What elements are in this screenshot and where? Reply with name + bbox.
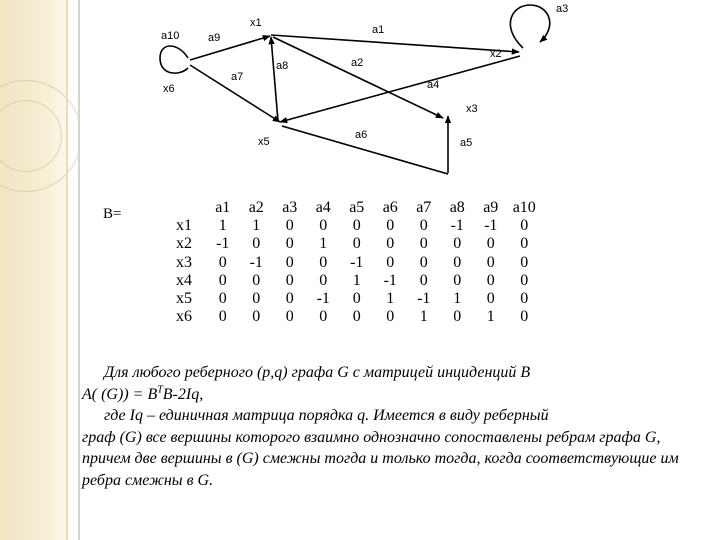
matrix-header-row (176, 199, 541, 217)
matrix-cell: 0 (252, 308, 261, 326)
matrix-cell: 0 (520, 253, 529, 271)
matrix-corner (176, 199, 206, 217)
matrix-cell: 0 (218, 308, 227, 326)
edge-a5-label: a5 (460, 137, 473, 149)
edge-a7-label: a7 (231, 71, 244, 83)
row-header: x6 (176, 308, 192, 326)
matrix-cell: 0 (285, 290, 294, 308)
matrix-cell: 1 (486, 308, 495, 326)
matrix-cell: 1 (419, 308, 428, 326)
matrix-cell: 0 (252, 290, 261, 308)
matrix-cell: 1 (252, 217, 261, 235)
edge-a2 (273, 37, 443, 118)
row-header: x2 (176, 235, 192, 253)
matrix-cell: 0 (453, 235, 462, 253)
matrix-row (176, 272, 541, 290)
matrix-cell: -1 (350, 253, 364, 271)
matrix-cell: 1 (218, 217, 227, 235)
matrix-cell: 0 (486, 235, 495, 253)
description-text (82, 362, 702, 491)
matrix-cell: -1 (484, 217, 498, 235)
matrix-cell: 0 (453, 253, 462, 271)
formula-line (82, 384, 702, 406)
edge-a3-loop (510, 5, 549, 48)
row-header: x3 (176, 253, 192, 271)
column-header: a1 (215, 199, 231, 217)
column-header: a5 (349, 199, 365, 217)
matrix-cell: 0 (486, 290, 495, 308)
matrix-cell: 0 (285, 271, 294, 289)
edge-a10-label: a10 (161, 30, 180, 42)
matrix-cell: -1 (383, 271, 397, 289)
edge-a4 (280, 56, 520, 122)
matrix-row (176, 308, 541, 326)
column-header: a2 (248, 199, 264, 217)
matrix-cell: 0 (386, 217, 395, 235)
edge-a9 (190, 36, 270, 60)
column-header: a10 (512, 199, 536, 217)
matrix-cell: 0 (352, 235, 361, 253)
matrix-cell: 0 (386, 308, 395, 326)
column-header: a4 (315, 199, 331, 217)
matrix-cell: 0 (419, 235, 428, 253)
edge-a1-label: a1 (372, 24, 385, 36)
matrix-row (176, 254, 541, 272)
vertex-x3-label: x3 (466, 103, 478, 115)
vertex-x6-label: x6 (163, 83, 175, 95)
vertex-x2-label: x2 (490, 48, 502, 60)
matrix-cell: 0 (520, 271, 529, 289)
description-paragraph: граф (G) все вершины которого взаимно однозначно сопоставлены ребрам графа G, причем две вершины в (G) смежны тогда и только тогда, когда соответствующие им ребра смежны в G. (82, 428, 679, 489)
matrix-cell: 0 (419, 217, 428, 235)
edge-a2-label: a2 (351, 57, 364, 69)
matrix-cell: 0 (386, 253, 395, 271)
matrix-cell: 0 (218, 253, 227, 271)
matrix-row (176, 235, 541, 253)
matrix-cell: 0 (520, 235, 529, 253)
matrix-cell: 0 (252, 271, 261, 289)
matrix-cell: 0 (486, 271, 495, 289)
matrix-cell: 0 (386, 235, 395, 253)
vertex-x5-label: x5 (258, 136, 270, 148)
matrix-cell: -1 (450, 217, 464, 235)
matrix-cell: 0 (352, 290, 361, 308)
row-header: x4 (176, 271, 192, 289)
matrix-cell: 0 (453, 308, 462, 326)
matrix-cell: 0 (319, 271, 328, 289)
matrix-cell: -1 (417, 290, 431, 308)
matrix-cell: 0 (419, 253, 428, 271)
matrix-cell: 0 (285, 253, 294, 271)
formula-part: A( (G)) = B (82, 385, 158, 403)
matrix-cell: 0 (419, 271, 428, 289)
edge-a10-loop (160, 46, 188, 73)
matrix-row (176, 290, 541, 308)
matrix-cell: 0 (520, 290, 529, 308)
matrix-cell: 0 (486, 253, 495, 271)
matrix-cell: 0 (285, 217, 294, 235)
edge-a1 (271, 35, 519, 52)
matrix-cell: 0 (319, 217, 328, 235)
matrix-cell: 0 (218, 271, 227, 289)
matrix-cell: 0 (319, 253, 328, 271)
matrix-cell: 0 (520, 308, 529, 326)
column-header: a8 (449, 199, 465, 217)
column-header: a7 (416, 199, 432, 217)
edge-a8 (271, 37, 278, 121)
edge-a8-label: a8 (276, 60, 289, 72)
transpose-superscript: T (157, 384, 163, 396)
vertex-x1-label: x1 (250, 17, 262, 29)
column-header: a9 (483, 199, 499, 217)
matrix-cell: 0 (352, 217, 361, 235)
formula-part: B-2Iq, (162, 385, 204, 403)
matrix-cell: 1 (386, 290, 395, 308)
matrix-cell: 0 (453, 271, 462, 289)
row-header: x1 (176, 217, 192, 235)
matrix-cell: 1 (453, 290, 462, 308)
incidence-matrix (176, 199, 541, 326)
matrix-cell: 1 (352, 271, 361, 289)
matrix-cell: -1 (316, 290, 330, 308)
matrix-cell: 0 (252, 235, 261, 253)
description-line-1: Для любого реберного (p,q) графа G с матрицей инциденций B (104, 364, 531, 381)
matrix-cell: 1 (319, 235, 328, 253)
matrix-cell: -1 (249, 253, 263, 271)
column-header: a6 (382, 199, 398, 217)
matrix-row (176, 217, 541, 235)
description-line-3: где Iq – единичная матрица порядка q. Имеется в виду реберный (104, 407, 549, 424)
matrix-cell: -1 (216, 235, 230, 253)
edge-a4-label: a4 (427, 79, 440, 91)
matrix-label: B= (103, 206, 122, 222)
matrix-cell: 0 (520, 217, 529, 235)
matrix-cell: 0 (285, 235, 294, 253)
row-header: x5 (176, 290, 192, 308)
edge-a9-label: a9 (208, 32, 221, 44)
edge-a3-label: a3 (556, 3, 569, 15)
matrix-cell: 0 (319, 308, 328, 326)
edge-a6-label: a6 (355, 129, 368, 141)
matrix-cell: 0 (218, 290, 227, 308)
graph-diagram (0, 0, 720, 200)
column-header: a3 (282, 199, 298, 217)
matrix-cell: 0 (285, 308, 294, 326)
matrix-cell: 0 (352, 308, 361, 326)
